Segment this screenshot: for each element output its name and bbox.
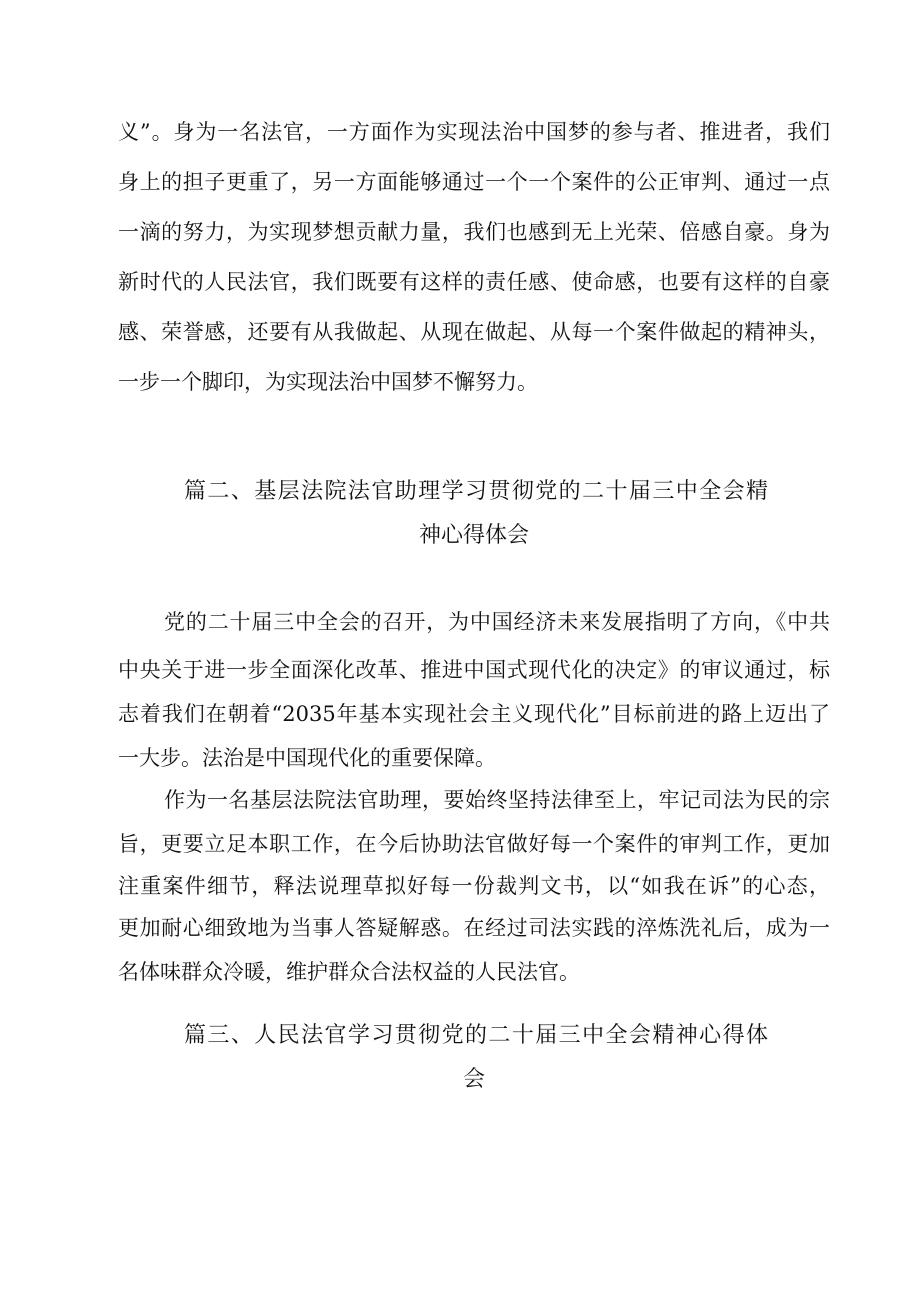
text-line: 志着我们在朝着“2035年基本实现社会主义现代化”目标前进的路上迈出了 [118,702,830,726]
text-line: 更加耐心细致地为当事人答疑解惑。在经过司法实践的淬炼洗礼后，成为一 [118,916,830,940]
section-title-line: 神心得体会 [418,523,529,548]
text-line: 一步一个脚印，为实现法治中国梦不懈努力。 [118,370,538,394]
text-line: 名体味群众冷暖，维护群众合法权益的人民法官。 [118,960,580,984]
text-line: 注重案件细节，释法说理草拟好每一份裁判文书，以“如我在诉”的心态， [118,874,830,898]
text-line: 身上的担子更重了，另一方面能够通过一个一个案件的公正审判、通过一点 [118,170,830,194]
text-line: 一滴的努力，为实现梦想贡献力量，我们也感到无上光荣、倍感自豪。身为 [118,220,830,244]
section-title-line: 篇三、人民法官学习贯彻党的二十届三中全会精神心得体 [184,1023,768,1048]
text-line: 作为一名基层法院法官助理，要始终坚持法律至上，牢记司法为民的宗 [164,788,830,812]
text-line: 党的二十届三中全会的召开，为中国经济未来发展指明了方向，《中共 [164,610,830,634]
section-title-line: 篇二、基层法院法官助理学习贯彻党的二十届三中全会精 [184,479,768,504]
text-line: 旨，更要立足本职工作，在今后协助法官做好每一个案件的审判工作，更加 [118,832,830,856]
text-line: 一大步。法治是中国现代化的重要保障。 [118,746,496,770]
text-line: 义”。身为一名法官，一方面作为实现法治中国梦的参与者、推进者，我们 [118,120,830,144]
text-line: 感、荣誉感，还要有从我做起、从现在做起、从每一个案件做起的精神头， [118,320,830,344]
section-title-line: 会 [462,1067,485,1092]
text-line: 新时代的人民法官，我们既要有这样的责任感、使命感，也要有这样的自豪 [118,270,830,294]
text-line: 中央关于进一步全面深化改革、推进中国式现代化的决定》的审议通过，标 [118,658,830,682]
